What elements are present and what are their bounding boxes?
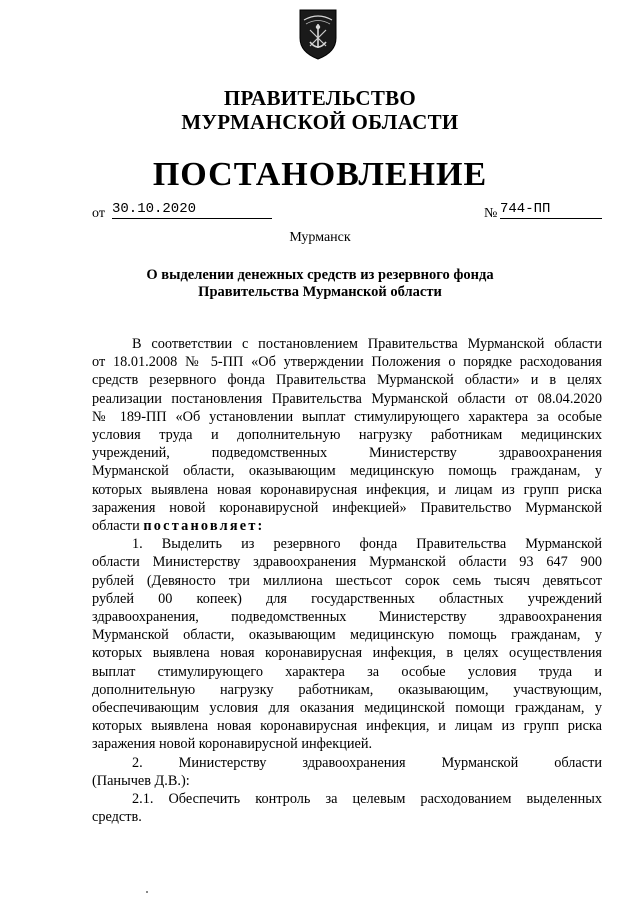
text-line: области Министерству здравоохранения Мурманской области 93 647 900 xyxy=(92,554,602,571)
text-line: заражения новой коронавирусной инфекцией» Правительство Мурманской xyxy=(92,499,602,516)
text-line: дополнительную нагрузку работникам, оказывающим, участвующим, xyxy=(92,681,602,698)
document-body xyxy=(92,335,602,826)
text-line: В соответствии с постановлением Правительства Мурманской области xyxy=(132,336,602,352)
text-line: обеспечивающим условия для оказания медицинской помощи гражданам, у xyxy=(92,700,602,717)
text-line: 1. Выделить из резервного фонда Правительства Мурманской xyxy=(132,536,602,553)
scan-speck xyxy=(146,891,148,893)
number-prefix: № xyxy=(484,206,498,221)
document-type: ПОСТАНОВЛЕНИЕ xyxy=(152,156,488,193)
preamble-tail: области xyxy=(92,518,144,535)
item-2-paragraph xyxy=(92,754,602,790)
text-line xyxy=(92,517,602,535)
government-title xyxy=(0,86,640,134)
text-line: учреждений, подведомственных Министерству здравоохранения xyxy=(92,445,602,462)
text-line: средств. xyxy=(92,809,142,826)
government-title-line2: МУРМАНСКОЙ ОБЛАСТИ xyxy=(181,110,459,134)
text-line: 2.1. Обеспечить контроль за целевым расходованием выделенных xyxy=(132,791,602,808)
text-line: которых выявлена новая коронавирусная инфекция, и лицам из групп риска xyxy=(92,481,602,498)
resolves-word: постановляет: xyxy=(143,518,265,535)
text-line: которых выявлена новая коронавирусная инфекция, и лицам из групп риска xyxy=(92,718,602,735)
preamble-paragraph xyxy=(92,335,602,535)
text-line: (Панычев Д.В.): xyxy=(92,772,190,789)
document-date: 30.10.2020 xyxy=(112,201,272,219)
subject-line1: О выделении денежных средств из резервного фонда xyxy=(146,267,494,283)
text-line: рублей (Девяносто три миллиона шестьсот сорок семь тысяч девятьсот xyxy=(92,572,602,589)
government-title-line1: ПРАВИТЕЛЬСТВО xyxy=(223,86,417,110)
text-line: Мурманской области, оказывающим медицинскую помощь гражданам, у xyxy=(92,627,602,644)
text-line: от 18.01.2008 № 5-ПП «Об утверждении Положения о порядке расходования xyxy=(92,354,602,371)
document-subject xyxy=(0,267,640,301)
text-line: здравоохранения, подведомственных Министерству здравоохранения xyxy=(92,609,602,626)
text-line: выплат стимулирующего характера за особые условия труда и xyxy=(92,663,602,680)
text-line: условия труда и дополнительную нагрузку работникам медицинских xyxy=(92,427,602,444)
item-2-1-paragraph xyxy=(92,790,602,826)
text-line: заражения новой коронавирусной инфекцией. xyxy=(92,736,373,753)
text-line: реализации постановления Правительства Мурманской области от 08.04.2020 xyxy=(92,390,602,407)
text-line: которых выявлена новая коронавирусная инфекция, в целях осуществления xyxy=(92,645,602,662)
date-number-row xyxy=(92,201,602,225)
date-prefix: от xyxy=(92,206,105,221)
coat-of-arms-emblem xyxy=(298,8,338,60)
text-line: средств резервного фонда Правительства Мурманской области» и в целях xyxy=(92,372,602,389)
text-line: 2. Министерству здравоохранения Мурманской области xyxy=(132,754,602,771)
city: Мурманск xyxy=(289,230,351,245)
text-line: № 189-ПП «Об установлении выплат стимулирующего характера за особые xyxy=(92,408,602,425)
text-line: Мурманской области, оказывающим медицинскую помощь гражданам, у xyxy=(92,463,602,480)
item-1-paragraph xyxy=(92,535,602,753)
text-line: рублей 00 копеек) для государственных областных учреждений xyxy=(92,590,602,607)
subject-line2: Правительства Мурманской области xyxy=(198,284,442,300)
document-number: 744-ПП xyxy=(500,201,602,219)
